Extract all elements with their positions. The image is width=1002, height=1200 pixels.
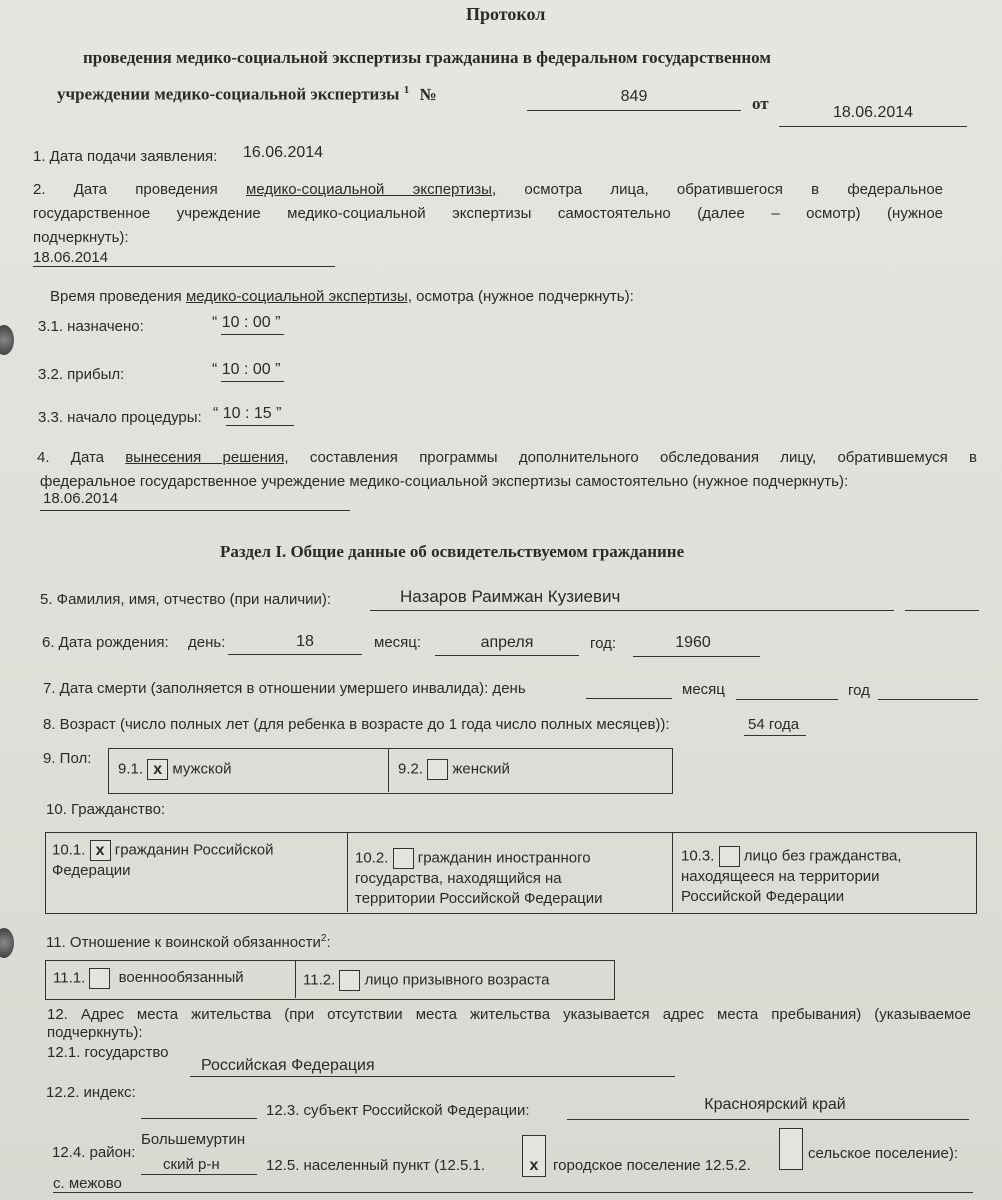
- item6-day-label: день:: [188, 634, 226, 651]
- item10-divider-2: [672, 832, 673, 912]
- item5-label: 5. Фамилия, имя, отчество (при наличии):: [40, 591, 332, 608]
- item12-4-value-line1: Большемуртин: [141, 1131, 246, 1148]
- item5-value: Назаров Раимжан Кузиевич: [400, 587, 621, 606]
- binder-hole: [0, 325, 14, 355]
- item10-opt1[interactable]: 10.1. x гражданин Российской Федерации: [52, 841, 274, 879]
- section1-heading: Раздел I. Общие данные об освидетельствуемом гражданине: [220, 542, 685, 561]
- item6-year-label: год:: [590, 635, 617, 652]
- item6-day-value: 18: [296, 633, 314, 650]
- item2-underline: [33, 266, 335, 267]
- item6-month-label: месяц:: [374, 634, 422, 651]
- item8-underline: [744, 735, 806, 736]
- item9-opt1[interactable]: 9.1. x мужской: [118, 760, 232, 778]
- item3-3-label: 3.3. начало процедуры:: [38, 409, 202, 426]
- item7-month-underline: [736, 699, 838, 700]
- binder-hole: [0, 928, 14, 958]
- item12-1-label: 12.1. государство: [47, 1044, 169, 1061]
- item7-day-underline: [586, 698, 672, 699]
- item6-year-underline: [633, 656, 760, 657]
- item12-5-opt1-label: городское поселение 12.5.2.: [553, 1157, 751, 1174]
- checkbox-male[interactable]: x: [147, 759, 168, 780]
- protocol-number-underline: [527, 110, 741, 111]
- protocol-number: 849: [620, 88, 648, 105]
- item7-year-label: год: [848, 682, 870, 699]
- item12-4-underline: [141, 1174, 257, 1175]
- item1-value: 16.06.2014: [243, 144, 324, 161]
- item7-month-label: месяц: [682, 681, 725, 698]
- item10-opt2[interactable]: 10.2. гражданин иностранного государства, находящийся на территории Российской Федерации: [355, 849, 603, 907]
- item4-underline: [40, 510, 350, 511]
- item8-label: 8. Возраст (число полных лет (для ребенка в возрасте до 1 года число полных месяцев)):: [43, 716, 670, 733]
- item12-1-value: Российская Федерация: [201, 1057, 375, 1074]
- protocol-date-underline: [779, 126, 967, 127]
- item11-opt2[interactable]: 11.2. лицо призывного возраста: [303, 970, 550, 991]
- item4-line2: федеральное государственное учреждение медико-социальной экспертизы самостоятельно (нужное подчеркнуть):: [40, 473, 849, 490]
- item10-opt3[interactable]: 10.3. лицо без гражданства, находящееся на территории Российской Федерации: [681, 847, 902, 905]
- item3-label: Время проведения медико-социальной экспертизы, осмотра (нужное подчеркнуть):: [50, 288, 634, 305]
- item3-3-value: “ 10 : 15 ”: [213, 405, 282, 422]
- item6-year-value: 1960: [675, 634, 711, 651]
- item12-3-label: 12.3. субъект Российской Федерации:: [266, 1102, 530, 1119]
- item11-opt1[interactable]: 11.1. военнообязанный: [53, 968, 244, 989]
- item4-value: 18.06.2014: [43, 490, 119, 507]
- item12-1-underline: [190, 1076, 675, 1077]
- item12-line1: 12. Адрес места жительства (при отсутствии места жительства указывается адрес места пребывания) (указываемое: [47, 1006, 971, 1023]
- item10-label: 10. Гражданство:: [46, 801, 166, 818]
- item12-5-opt2-label: сельское поселение):: [808, 1145, 959, 1162]
- item2-value: 18.06.2014: [33, 249, 109, 266]
- item12-4-label: 12.4. район:: [52, 1144, 136, 1161]
- item3-1-value: “ 10 : 00 ”: [212, 314, 281, 331]
- item9-label: 9. Пол:: [43, 750, 92, 767]
- item11-divider: [295, 960, 296, 998]
- document-title: Протокол: [466, 4, 546, 24]
- item2-line1: 2. Дата проведения медико-социальной экспертизы, осмотра лица, обратившегося в федеральное: [33, 181, 944, 198]
- item6-month-value: апреля: [480, 634, 534, 651]
- item12-settlement-value: с. межово: [53, 1175, 122, 1192]
- checkbox-urban-settlement[interactable]: x: [522, 1135, 546, 1177]
- document-subtitle-line2: учреждении медико-социальной экспертизы $^1$ №: [57, 84, 437, 104]
- item12-4-value-line2: ский р-н: [163, 1156, 220, 1173]
- item8-value: 54 года: [748, 716, 800, 733]
- item4-line1: 4. Дата вынесения решения, составления программы дополнительного обследования лицу, обратившемуся в: [37, 449, 978, 466]
- item12-3-underline: [567, 1119, 969, 1120]
- item2-line3: подчеркнуть):: [33, 229, 129, 246]
- item3-2-underline: [221, 381, 284, 382]
- item3-3-underline: [226, 425, 294, 426]
- item6-day-underline: [228, 654, 362, 655]
- item5-underline-extra: [905, 610, 979, 611]
- item7-label: 7. Дата смерти (заполняется в отношении умершего инвалида): день: [43, 680, 526, 697]
- checkbox-rural-settlement[interactable]: [779, 1128, 803, 1170]
- checkbox-foreign-citizen[interactable]: [393, 848, 414, 869]
- item2-line2: государственное учреждение медико-социальной экспертизы самостоятельно (далее – осмотр) (нужное: [33, 205, 943, 222]
- item3-2-value: “ 10 : 00 ”: [212, 361, 281, 378]
- item5-underline: [370, 610, 894, 611]
- item9-divider: [388, 748, 389, 792]
- item12-2-label: 12.2. индекс:: [46, 1084, 136, 1101]
- item7-year-underline: [878, 699, 978, 700]
- item6-label: 6. Дата рождения:: [42, 634, 169, 651]
- item3-1-underline: [221, 334, 284, 335]
- checkbox-conscription-age[interactable]: [339, 970, 360, 991]
- protocol-date-label: от: [752, 94, 769, 113]
- checkbox-stateless[interactable]: [719, 846, 740, 867]
- checkbox-citizen-rf[interactable]: x: [90, 840, 111, 861]
- document-subtitle-line1: проведения медико-социальной экспертизы гражданина в федеральном государственном: [83, 48, 771, 67]
- item10-divider-1: [347, 832, 348, 912]
- item6-month-underline: [435, 655, 579, 656]
- item12-settlement-underline: [53, 1192, 973, 1193]
- checkbox-female[interactable]: [427, 759, 448, 780]
- item3-2-label: 3.2. прибыл:: [38, 366, 125, 383]
- protocol-date: 18.06.2014: [832, 104, 914, 121]
- checkbox-liable-for-service[interactable]: [89, 968, 110, 989]
- item11-label: 11. Отношение к воинской обязанности$^2$:: [46, 933, 331, 951]
- item12-5-label: 12.5. населенный пункт (12.5.1.: [266, 1157, 486, 1174]
- item3-1-label: 3.1. назначено:: [38, 318, 144, 335]
- item9-opt2[interactable]: 9.2. женский: [398, 759, 510, 780]
- item12-3-value: Красноярский край: [704, 1096, 846, 1113]
- item12-line2: подчеркнуть):: [47, 1024, 143, 1041]
- item1-label: 1. Дата подачи заявления:: [33, 148, 218, 165]
- item12-2-underline: [141, 1118, 257, 1119]
